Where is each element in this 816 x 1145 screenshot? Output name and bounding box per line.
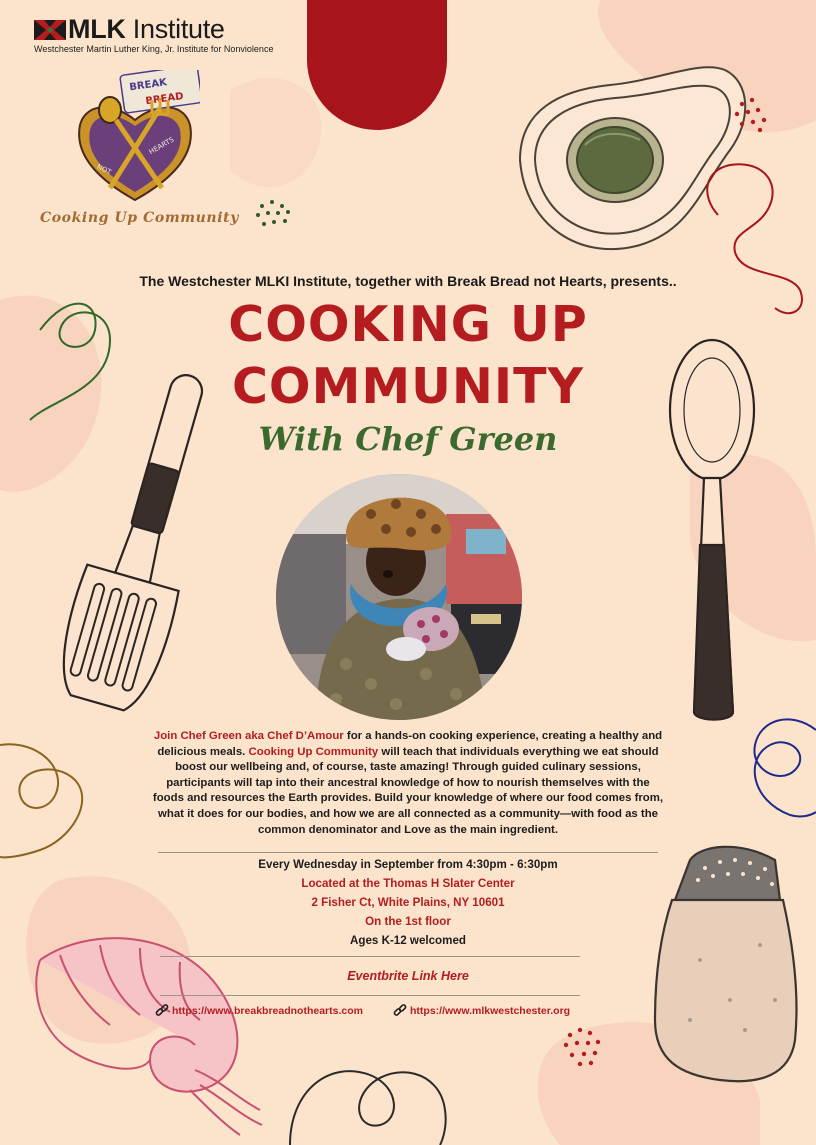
svg-text:BREAD: BREAD	[144, 91, 185, 108]
eventbrite-link[interactable]: Eventbrite Link Here	[347, 969, 469, 983]
event-subtitle: With Chef Green	[258, 420, 558, 458]
green-dots-cluster	[256, 200, 290, 226]
chain-link-icon	[155, 1004, 169, 1018]
brand-subtitle: Westchester Martin Luther King, Jr. Institute for Nonviolence	[34, 44, 274, 54]
red-squiggle-line	[707, 164, 802, 313]
description-text-part1: for a hands-on cooking experience, creating a healthy and delicious meals.	[157, 730, 663, 758]
svg-text:BREAK: BREAK	[128, 77, 168, 94]
brown-squiggle-line	[0, 744, 82, 857]
mlk-logo-icon	[34, 20, 66, 40]
avocado-icon	[520, 67, 745, 249]
red-semicircle-shape	[307, 0, 447, 130]
floor-text: On the 1st floor	[365, 915, 451, 928]
event-title-line2: COMMUNITY	[231, 358, 585, 415]
chef-name-highlight: Join Chef Green aka Chef D’Amour	[153, 730, 344, 742]
event-title-line1: COOKING UP	[228, 296, 588, 353]
chain-link-icon	[393, 1004, 407, 1018]
breakbread-url: https://www.breakbreadnothearts.com	[172, 1005, 363, 1017]
program-name-highlight: Cooking Up Community	[248, 745, 379, 758]
mlk-institute-logo	[34, 14, 273, 54]
mlkwestchester-url: https://www.mlkwestchester.org	[410, 1005, 571, 1017]
description-text-part2: will teach that individuals everything we eat should boost our wellbeing and, of course, taste amazing! Through guided culinary sessions, participants will tap into their ancestral knowledge of how to nourish themselves with the foods and resources the Earth provides. Build your knowledge of where our food comes from, what it does for our bodies, and how we are all connected as a community—with food as the common denominator and Love as the main ingredient.	[152, 745, 664, 836]
divider-middle	[160, 956, 580, 957]
brand-name: MLK Institute	[68, 14, 225, 44]
divider-top	[158, 852, 658, 853]
svg-text:NOT: NOT	[95, 162, 113, 177]
spoon-fork-heart-logo-icon	[70, 70, 200, 210]
event-description	[150, 729, 666, 838]
logo-tagline: Cooking Up Community	[40, 210, 239, 226]
breakbread-website-link[interactable]	[155, 1004, 363, 1018]
black-squiggle-line	[290, 1071, 446, 1145]
address-text: 2 Fisher Ct, White Plains, NY 10601	[311, 896, 505, 909]
mlkwestchester-website-link[interactable]	[393, 1004, 570, 1018]
schedule-text: Every Wednesday in September from 4:30pm - 6:30pm	[258, 858, 558, 871]
divider-bottom	[160, 995, 580, 996]
shrimp-icon	[36, 938, 262, 1135]
presents-line: The Westchester MLKI Institute, together with Break Bread not Hearts, presents..	[139, 273, 677, 289]
location-text: Located at the Thomas H Slater Center	[301, 877, 515, 890]
ages-text: Ages K-12 welcomed	[350, 934, 466, 947]
chef-photo	[276, 474, 522, 720]
svg-text:HEARTS: HEARTS	[147, 135, 176, 157]
blue-squiggle-line	[754, 719, 816, 816]
